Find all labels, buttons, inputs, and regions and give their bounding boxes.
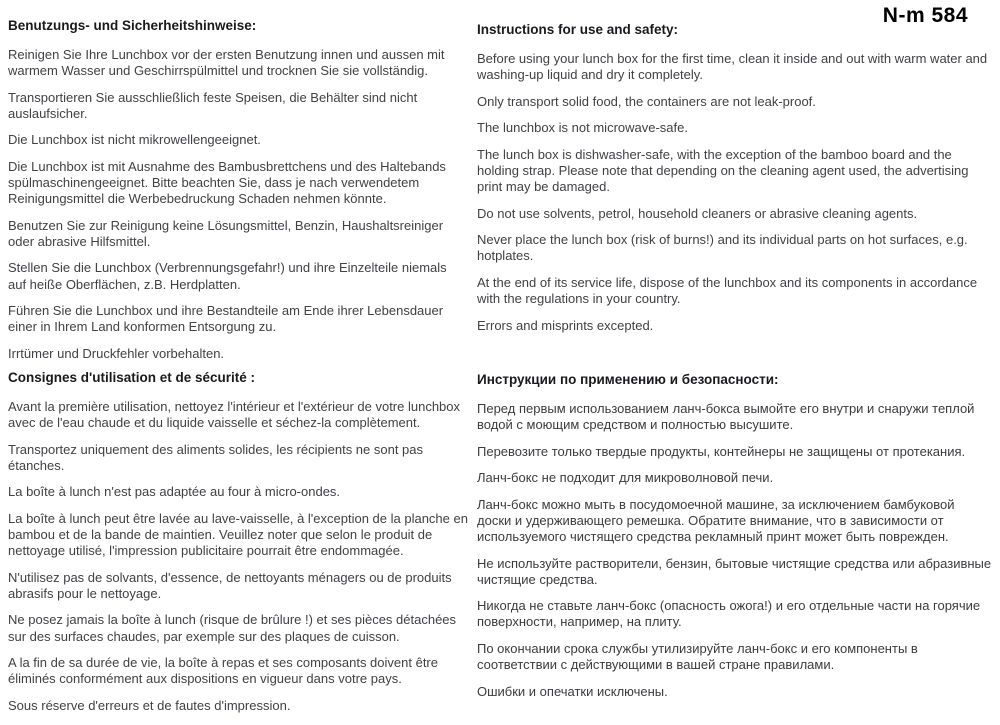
paragraph: La boîte à lunch n'est pas adaptée au four à micro-ondes. bbox=[8, 484, 341, 500]
paragraph: Никогда не ставьте ланч-бокс (опасность ожога!) и его отдельные части на горячие поверхности, например, на плиту. bbox=[477, 598, 981, 630]
paragraph: По окончании срока службы утилизируйте ланч-бокс и его компоненты в соответствии с действующими в вашей стране правилами. bbox=[477, 641, 918, 673]
document-code-label: N-m 584 bbox=[882, 4, 968, 27]
paragraph: Перевозите только твердые продукты, контейнеры не защищены от протекания. bbox=[477, 443, 966, 459]
paragraph-list-german bbox=[8, 47, 468, 362]
paragraph: Only transport solid food, the containers are not leak-proof. bbox=[477, 93, 816, 109]
paragraph: Führen Sie die Lunchbox und ihre Bestandteile am Ende ihrer Lebensdauer einer in Ihrem Land konformen Entsorgung zu. bbox=[8, 303, 444, 335]
section-heading-russian: Инструкции по применению и безопасности: bbox=[477, 372, 779, 387]
paragraph: Die Lunchbox ist mit Ausnahme des Bambusbrettchens und des Haltebands spülmaschinengeeignet. Bitte beachten Sie, dass je nach verwendetem Reinigungsmittel die Werbebedruckung Schaden nehmen könnte. bbox=[8, 158, 446, 207]
paragraph-list-french bbox=[8, 399, 468, 714]
paragraph: Die Lunchbox ist nicht mikrowellengeeignet. bbox=[8, 132, 261, 148]
paragraph-list-russian bbox=[477, 401, 992, 700]
paragraph: Before using your lunch box for the first time, clean it inside and out with warm water and washing-up liquid and dry it completely. bbox=[477, 50, 988, 82]
paragraph: The lunchbox is not microwave-safe. bbox=[477, 120, 688, 136]
paragraph: Ланч-бокс не подходит для микроволновой печи. bbox=[477, 470, 774, 486]
paragraph: Never place the lunch box (risk of burns!) and its individual parts on hot surfaces, e.g. hotplates. bbox=[477, 232, 968, 264]
paragraph-list-english bbox=[477, 51, 992, 334]
paragraph: Не используйте растворители, бензин, бытовые чистящие средства или абразивные чистящие средства. bbox=[477, 555, 992, 587]
paragraph: The lunch box is dishwasher-safe, with the exception of the bamboo board and the holding strap. Please note that depending on the cleaning agent used, the advertising print may be damaged. bbox=[477, 146, 969, 195]
section-heading-german: Benutzungs- und Sicherheitshinweise: bbox=[8, 18, 257, 33]
paragraph: Stellen Sie die Lunchbox (Verbrennungsgefahr!) und ihre Einzelteile niemals auf heiße Oberflächen, z.B. Herdplatten. bbox=[8, 260, 447, 292]
paragraph: Transportieren Sie ausschließlich feste Speisen, die Behälter sind nicht auslaufsicher. bbox=[8, 89, 418, 121]
paragraph: At the end of its service life, dispose of the lunchbox and its components in accordance with the regulations in your country. bbox=[477, 274, 978, 307]
paragraph: Sous réserve d'erreurs et de fautes d'impression. bbox=[8, 697, 291, 713]
paragraph: Reinigen Sie Ihre Lunchbox vor der ersten Benutzung innen und aussen mit warmem Wasser und Geschirrspülmittel und trocknen Sie sie vollständig. bbox=[8, 46, 445, 78]
section-english bbox=[477, 22, 992, 344]
section-russian bbox=[477, 372, 992, 710]
paragraph: Benutzen Sie zur Reinigung keine Lösungsmittel, Benzin, Haushaltsreiniger oder abrasive Hilfsmittel. bbox=[8, 217, 444, 249]
paragraph: Irrtümer und Druckfehler vorbehalten. bbox=[8, 345, 225, 361]
section-german bbox=[8, 18, 468, 373]
paragraph: Do not use solvents, petrol, household cleaners or abrasive cleaning agents. bbox=[477, 205, 918, 221]
paragraph: La boîte à lunch peut être lavée au lave-vaisselle, à l'exception de la planche en bambou et de la bande de maintien. Veuillez noter que selon le produit de nettoyage utilisé, l'impression publicitaire pourrait être endommagée. bbox=[8, 510, 468, 559]
paragraph: Ланч-бокс можно мыть в посудомоечной машине, за исключением бамбуковой доски и удерживающего ремешка. Обратите внимание, что в зависимости от используемого чистящего средства рекламный принт может быть поврежден. bbox=[477, 496, 955, 545]
paragraph: Ошибки и опечатки исключены. bbox=[477, 683, 668, 699]
paragraph: Errors and misprints excepted. bbox=[477, 317, 654, 333]
section-heading-french: Consignes d'utilisation et de sécurité : bbox=[8, 370, 256, 385]
section-french bbox=[8, 370, 468, 725]
paragraph: N'utilisez pas de solvants, d'essence, de nettoyants ménagers ou de produits abrasifs pour le nettoyage. bbox=[8, 569, 452, 601]
paragraph: Ne posez jamais la boîte à lunch (risque de brûlure !) et ses pièces détachées sur des surfaces chaudes, par exemple sur des plaques de cuisson. bbox=[8, 612, 457, 644]
paragraph: Transportez uniquement des aliments solides, les récipients ne sont pas étanches. bbox=[8, 441, 424, 473]
paragraph: A la fin de sa durée de vie, la boîte à repas et ses composants doivent être éliminés conformément aux dispositions en vigueur dans votre pays. bbox=[8, 655, 438, 687]
section-heading-english: Instructions for use and safety: bbox=[477, 22, 679, 37]
paragraph: Перед первым использованием ланч-бокса вымойте его внутри и снаружи теплой водой с моющим средством и полностью высушите. bbox=[477, 400, 975, 432]
paragraph: Avant la première utilisation, nettoyez l'intérieur et l'extérieur de votre lunchbox avec de l'eau chaude et du liquide vaisselle et séchez-la complètement. bbox=[8, 398, 461, 430]
